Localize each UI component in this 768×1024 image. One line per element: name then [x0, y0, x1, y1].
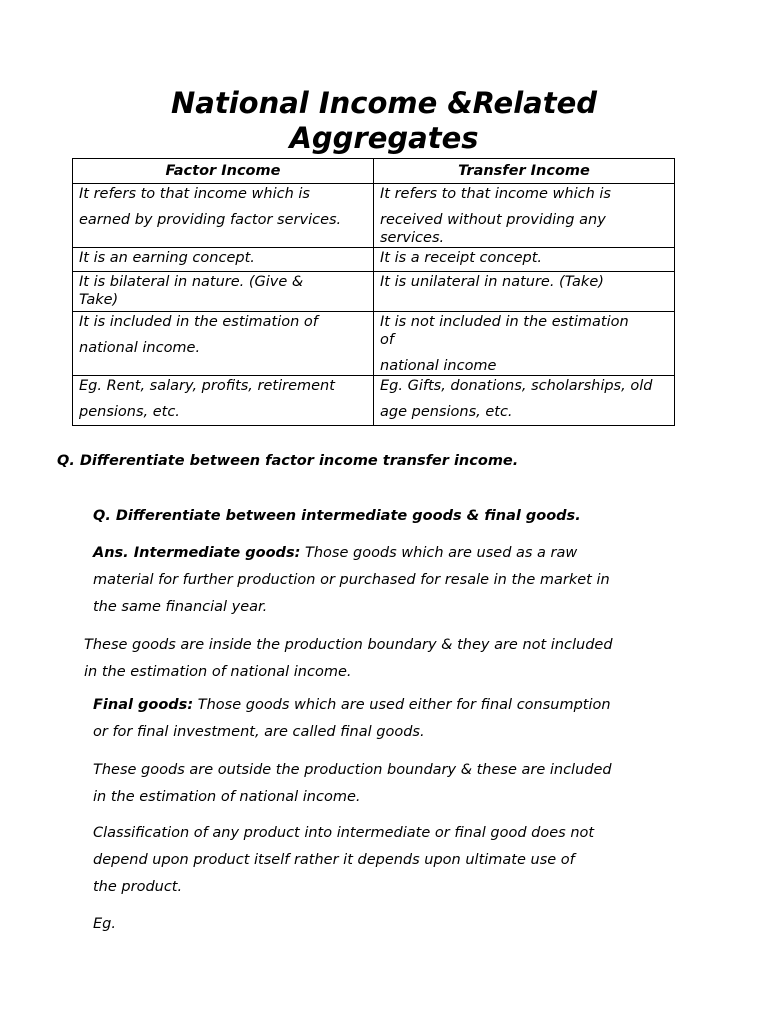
- boundary-note-line: in the estimation of national income.: [93, 789, 361, 805]
- cell-line: received without providing any: [380, 212, 606, 228]
- intermediate-goods-label: Ans. Intermediate goods:: [93, 545, 301, 561]
- transfer-cell: [374, 248, 675, 272]
- transfer-cell: [374, 376, 675, 426]
- cell-line: It is bilateral in nature. (Give &: [79, 274, 304, 290]
- table-row: [73, 312, 675, 376]
- boundary-note-line: in the estimation of national income.: [84, 664, 352, 680]
- comparison-table: [72, 158, 675, 426]
- cell-line: It is unilateral in nature. (Take): [380, 274, 604, 290]
- factor-cell: [73, 184, 374, 248]
- question-intermediate-final: Q. Differentiate between intermediate goods & final goods.: [93, 508, 581, 524]
- cell-line: Eg. Gifts, donations, scholarships, old: [380, 378, 653, 394]
- cell-line: earned by providing factor services.: [79, 212, 342, 228]
- boundary-note-line: These goods are inside the production boundary & they are not included: [84, 637, 613, 653]
- table-row: [73, 376, 675, 426]
- example-label: Eg.: [93, 916, 116, 932]
- factor-cell: [73, 272, 374, 312]
- cell-line: It is included in the estimation of: [79, 314, 318, 330]
- cell-line: pensions, etc.: [79, 404, 180, 420]
- cell-line: It is not included in the estimation: [380, 314, 629, 330]
- table-header-row: [73, 159, 675, 184]
- cell-line: national income: [380, 358, 497, 374]
- transfer-cell: [374, 312, 675, 376]
- classification-line: depend upon product itself rather it depends upon ultimate use of: [93, 852, 575, 868]
- final-goods-text: or for final investment, are called final goods.: [93, 724, 425, 740]
- question-factor-transfer: Q. Differentiate between factor income transfer income.: [57, 453, 519, 469]
- cell-line: national income.: [79, 340, 201, 356]
- title-line-2: Aggregates: [289, 121, 479, 155]
- cell-line: age pensions, etc.: [380, 404, 513, 420]
- factor-cell: [73, 248, 374, 272]
- cell-line: services.: [380, 230, 445, 246]
- classification-line: Classification of any product into intermediate or final good does not: [93, 825, 595, 841]
- answer-final-goods: [93, 692, 683, 746]
- transfer-cell: [374, 184, 675, 248]
- final-goods-label: Final goods:: [93, 697, 194, 713]
- intermediate-boundary-note: [84, 632, 674, 686]
- table-row: [73, 184, 675, 248]
- cell-line: Eg. Rent, salary, profits, retirement: [79, 378, 335, 394]
- intermediate-goods-text: Those goods which are used as a raw: [300, 545, 578, 561]
- factor-cell: [73, 312, 374, 376]
- answer-intermediate-goods: [93, 540, 683, 621]
- intermediate-goods-text: material for further production or purchased for resale in the market in: [93, 572, 610, 588]
- cell-line: It is a receipt concept.: [380, 250, 542, 266]
- intermediate-goods-text: the same financial year.: [93, 599, 268, 615]
- header-factor-income: Factor Income: [73, 159, 374, 184]
- cell-line: It is an earning concept.: [79, 250, 255, 266]
- classification-note: [93, 820, 683, 901]
- factor-cell: [73, 376, 374, 426]
- table-row: [73, 272, 675, 312]
- title-line-1: National Income &Related: [171, 86, 597, 120]
- cell-line: It refers to that income which is: [79, 186, 310, 202]
- cell-line: It refers to that income which is: [380, 186, 611, 202]
- table-row: [73, 248, 675, 272]
- cell-line: Take): [79, 292, 119, 308]
- transfer-cell: [374, 272, 675, 312]
- page-title: [0, 86, 768, 156]
- final-goods-text: Those goods which are used either for final consumption: [193, 697, 611, 713]
- cell-line: of: [380, 332, 394, 348]
- header-transfer-income: Transfer Income: [374, 159, 675, 184]
- boundary-note-line: These goods are outside the production boundary & these are included: [93, 762, 612, 778]
- classification-line: the product.: [93, 879, 183, 895]
- final-boundary-note: [93, 757, 683, 811]
